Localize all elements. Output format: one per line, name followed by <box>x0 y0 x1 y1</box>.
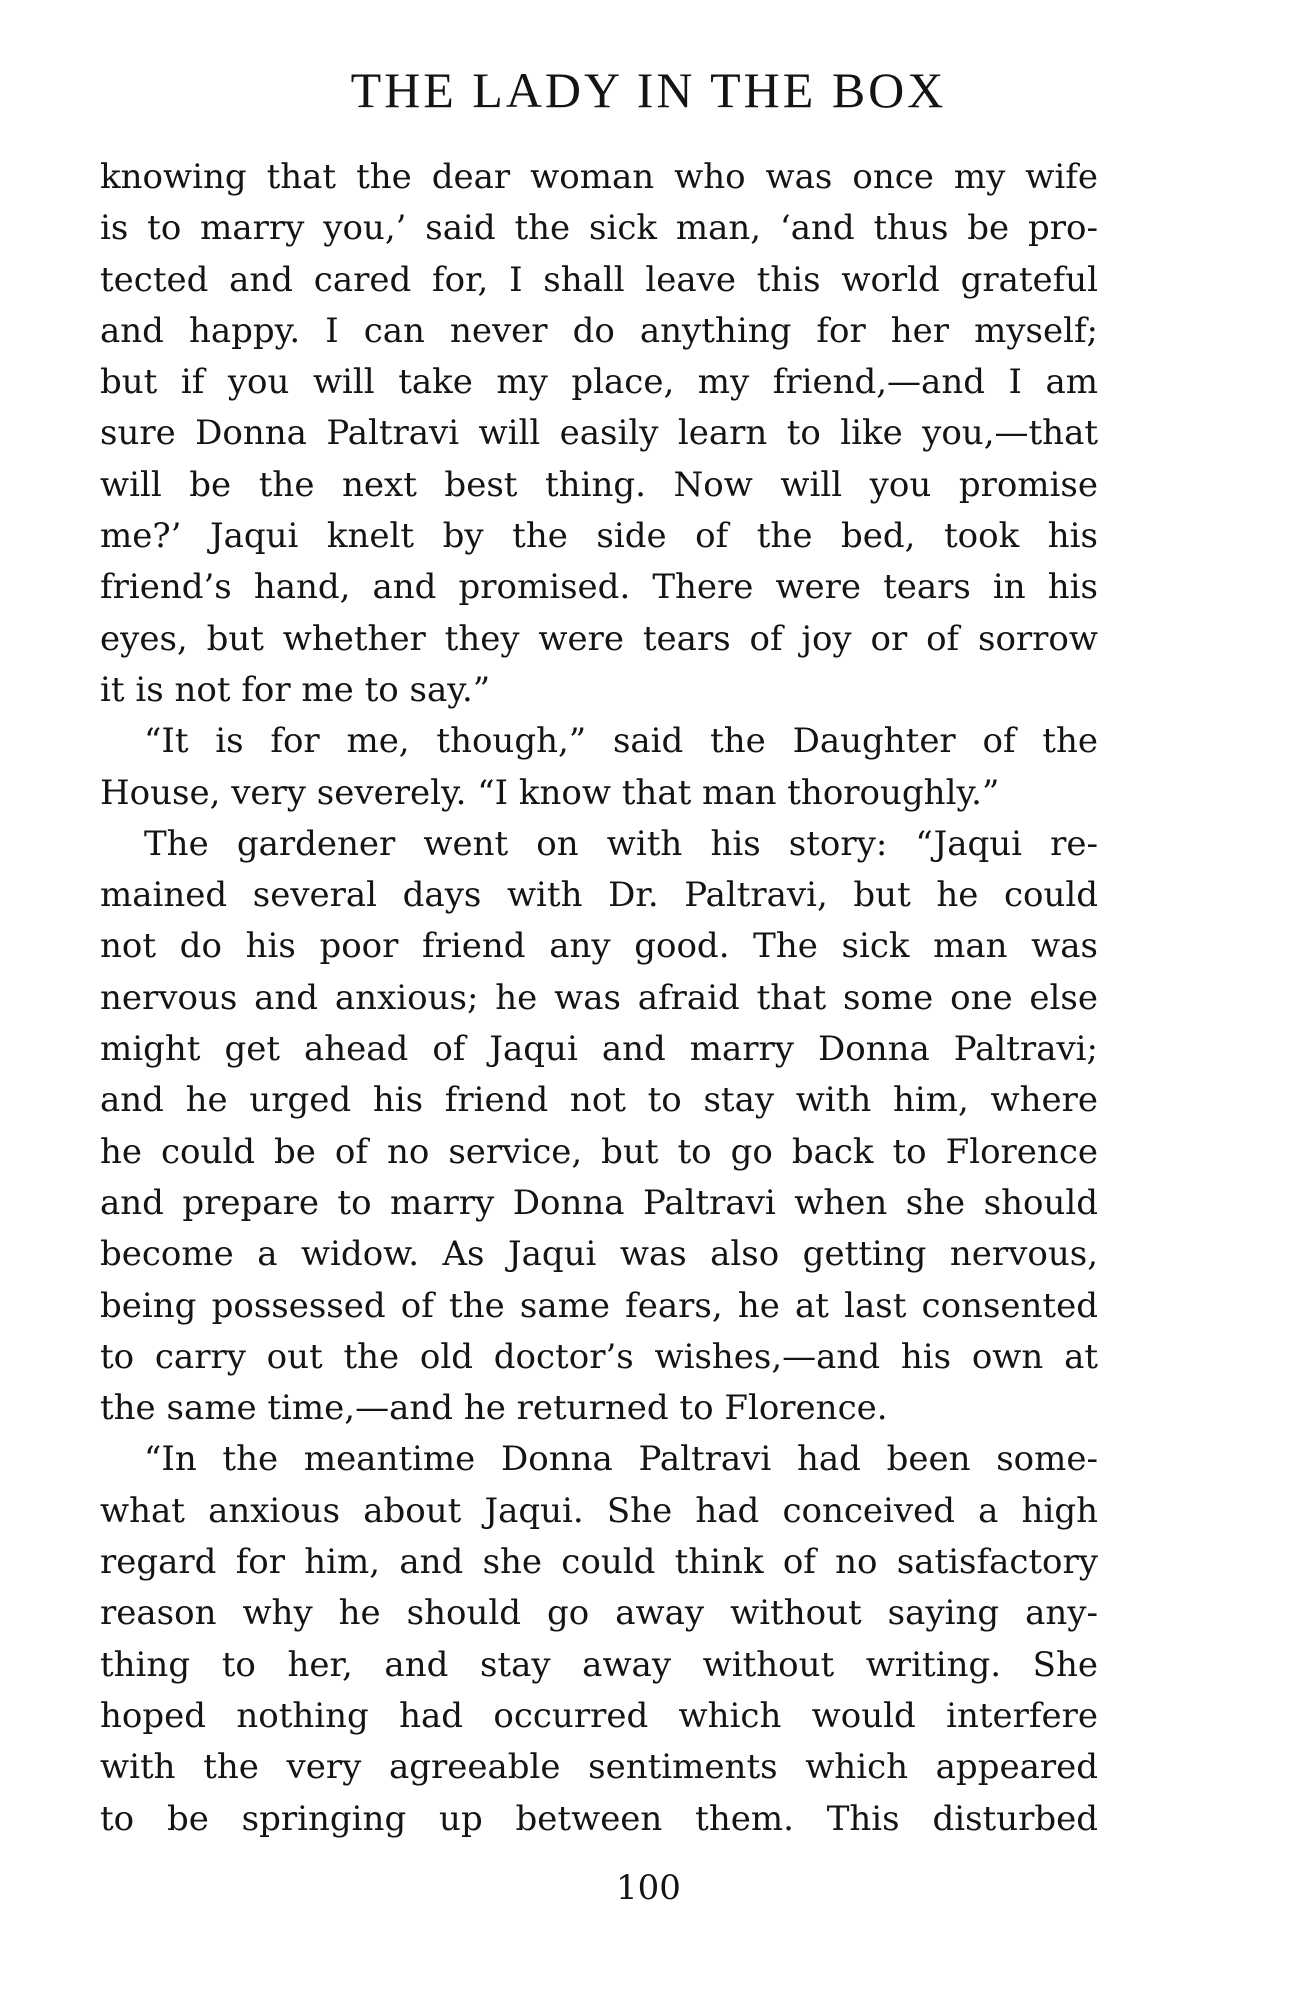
text-line: might get ahead of Jaqui and marry Donna Paltravi; <box>100 1029 1098 1070</box>
text-line: the same time,—and he returned to Florence. <box>100 1388 888 1429</box>
text-line: become a widow. As Jaqui was also getting nervous, <box>100 1234 1098 1275</box>
text-line: with the very agreeable sentiments which appeared <box>100 1747 1098 1788</box>
text-line: sure Donna Paltravi will easily learn to like you,—that <box>100 413 1098 454</box>
text-line: nervous and anxious; he was afraid that some one else <box>100 977 1098 1018</box>
text-line: and prepare to marry Donna Paltravi when she should <box>100 1182 1098 1223</box>
text-line: regard for him, and she could think of no satisfactory <box>100 1542 1098 1583</box>
text-line: to be springing up between them. This disturbed <box>100 1798 1098 1839</box>
text-line: thing to her, and stay away without writing. She <box>100 1644 1098 1685</box>
body-text <box>100 152 1098 1845</box>
text-line: tected and cared for, I shall leave this world grateful <box>100 259 1098 300</box>
text-line: and happy. I can never do anything for her myself; <box>100 310 1098 351</box>
text-line: “In the meantime Donna Paltravi had been some- <box>144 1439 1098 1480</box>
text-line: knowing that the dear woman who was once my wife <box>100 157 1098 197</box>
running-head: THE LADY IN THE BOX <box>350 62 947 118</box>
text-line: what anxious about Jaqui. She had conceived a high <box>100 1490 1098 1531</box>
text-line: mained several days with Dr. Paltravi, but he could <box>100 875 1098 916</box>
text-line: hoped nothing had occurred which would interfere <box>100 1695 1098 1736</box>
paragraph-3 <box>100 819 1098 1435</box>
text-line: to carry out the old doctor’s wishes,—and his own at <box>100 1336 1098 1377</box>
text-line: he could be of no service, but to go back to Florence <box>100 1131 1098 1172</box>
text-line: being possessed of the same fears, he at last consented <box>100 1285 1098 1326</box>
text-line: friend’s hand, and promised. There were tears in his <box>100 567 1098 608</box>
text-line: is to marry you,’ said the sick man, ‘and thus be pro- <box>100 208 1098 249</box>
paragraph-1 <box>100 152 1098 716</box>
page-number: 100 <box>616 1868 681 1908</box>
text-line: House, very severely. “I know that man thoroughly.” <box>100 772 1000 813</box>
text-line: reason why he should go away without saying any- <box>100 1593 1098 1634</box>
text-line: “It is for me, though,” said the Daughter of the <box>144 721 1098 762</box>
text-line: eyes, but whether they were tears of joy or of sorrow <box>100 618 1098 659</box>
text-line: it is not for me to say.” <box>100 669 491 710</box>
paragraph-2 <box>100 716 1098 819</box>
text-line: me?’ Jaqui knelt by the side of the bed, took his <box>100 516 1098 557</box>
text-line: will be the next best thing. Now will you promise <box>100 464 1098 505</box>
text-line: but if you will take my place, my friend,—and I am <box>100 362 1098 403</box>
paragraph-4 <box>100 1434 1098 1844</box>
text-line: The gardener went on with his story: “Jaqui re- <box>144 823 1098 864</box>
text-line: and he urged his friend not to stay with him, where <box>100 1080 1098 1121</box>
text-line: not do his poor friend any good. The sick man was <box>100 926 1098 967</box>
